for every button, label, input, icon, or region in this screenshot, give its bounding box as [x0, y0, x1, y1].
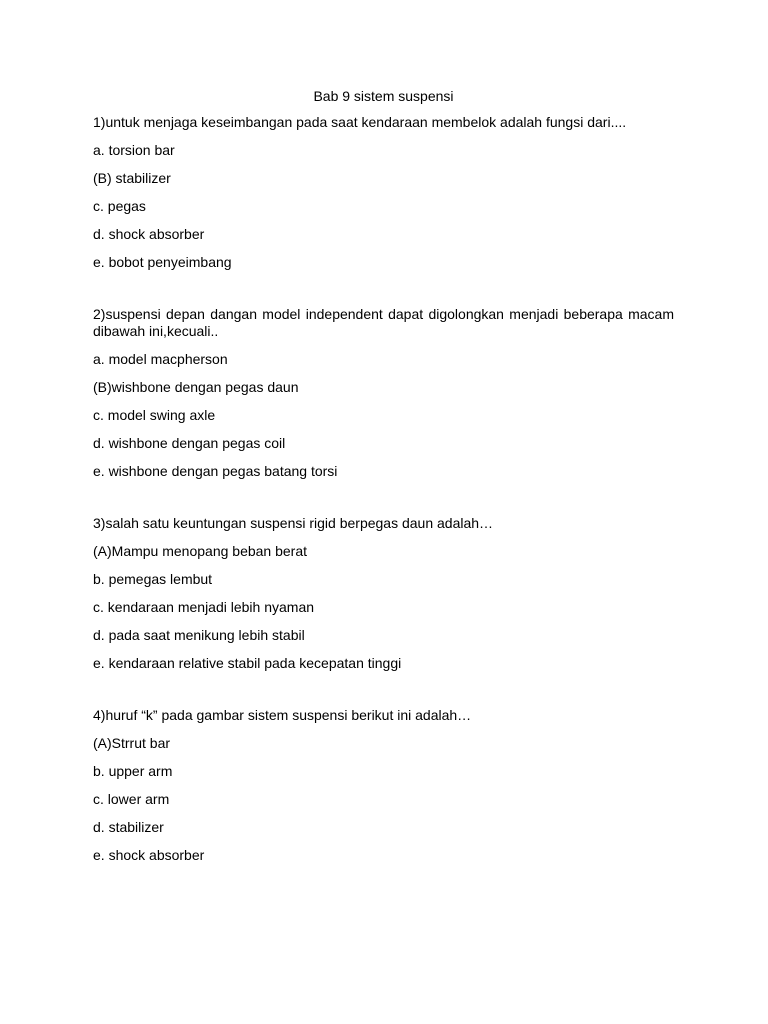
answer-option: d. stabilizer	[93, 819, 164, 835]
answer-option: e. bobot penyeimbang	[93, 254, 232, 270]
answer-option: (A)Mampu menopang beban berat	[93, 543, 308, 559]
answer-option: c. pegas	[93, 198, 146, 214]
answer-options	[93, 142, 674, 271]
question-text: 4)huruf “k” pada gambar sistem suspensi berikut ini adalah…	[93, 707, 472, 723]
answer-options	[93, 351, 674, 480]
answer-option: d. shock absorber	[93, 226, 205, 242]
answer-options	[93, 543, 674, 672]
answer-option: e. wishbone dengan pegas batang torsi	[93, 463, 338, 479]
answer-option: a. model macpherson	[93, 351, 228, 367]
question-4	[93, 707, 674, 864]
answer-option: e. kendaraan relative stabil pada kecepatan tinggi	[93, 655, 402, 671]
answer-option: c. model swing axle	[93, 407, 216, 423]
answer-option: b. pemegas lembut	[93, 571, 213, 587]
document-body	[93, 88, 674, 899]
answer-option: (B) stabilizer	[93, 170, 171, 186]
answer-option: e. shock absorber	[93, 847, 205, 863]
answer-option: c. kendaraan menjadi lebih nyaman	[93, 599, 315, 615]
answer-option: c. lower arm	[93, 791, 170, 807]
question-3	[93, 515, 674, 672]
answer-option: d. wishbone dengan pegas coil	[93, 435, 286, 451]
answer-option: (B)wishbone dengan pegas daun	[93, 379, 299, 395]
answer-option: a. torsion bar	[93, 142, 175, 158]
question-1	[93, 114, 674, 271]
answer-option: d. pada saat menikung lebih stabil	[93, 627, 305, 643]
document-title: Bab 9 sistem suspensi	[313, 88, 454, 104]
answer-options	[93, 735, 674, 864]
answer-option: (A)Strrut bar	[93, 735, 171, 751]
question-2	[93, 306, 674, 480]
answer-option: b. upper arm	[93, 763, 173, 779]
question-text: 3)salah satu keuntungan suspensi rigid berpegas daun adalah…	[93, 515, 494, 531]
question-text: 1)untuk menjaga keseimbangan pada saat kendaraan membelok adalah fungsi dari....	[93, 114, 627, 130]
question-text: 2)suspensi depan dangan model independent dapat digolongkan menjadi beberapa macam dibawah ini,kecuali..	[93, 306, 674, 339]
